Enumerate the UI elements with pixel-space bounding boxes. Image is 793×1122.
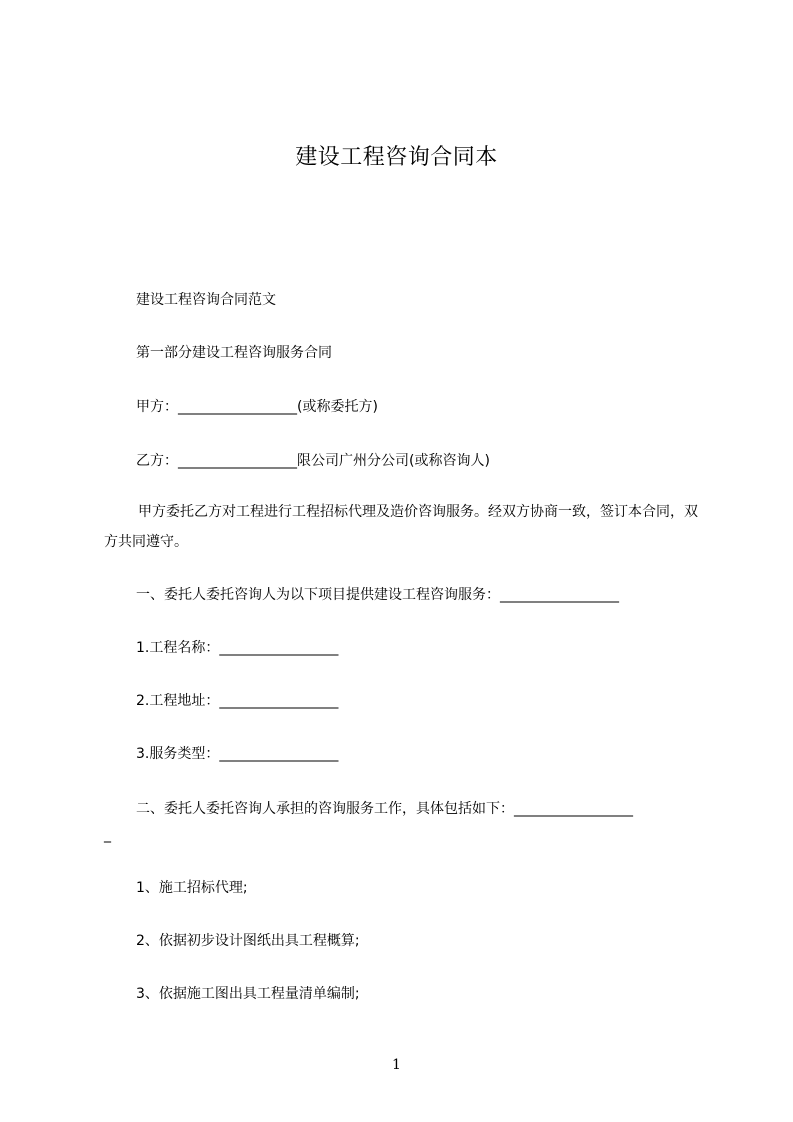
party-b-line: 乙方：_________________限公司广州分公司(或称咨询人) [136, 453, 490, 469]
service-item-2: 2、依据初步设计图纸出具工程概算; [136, 933, 360, 949]
service-item-3: 3、依据施工图出具工程量清单编制; [136, 986, 360, 1002]
item-project-name: 1.工程名称：_________________ [136, 640, 339, 656]
part-one-heading: 第一部分建设工程咨询服务合同 [136, 345, 332, 361]
item-project-address: 2.工程地址：_________________ [136, 693, 339, 709]
item-service-type: 3.服务类型：_________________ [136, 746, 339, 762]
subtitle-line: 建设工程咨询合同范文 [136, 292, 276, 308]
service-item-1: 1、施工招标代理; [136, 880, 248, 896]
party-a-line: 甲方：_________________(或称委托方) [136, 399, 378, 415]
section-one-heading: 一、委托人委托咨询人为以下项目提供建设工程咨询服务：_________________ [136, 587, 619, 603]
document-title: 建设工程咨询合同本 [295, 145, 498, 170]
section-two-continuation: _ [104, 827, 111, 843]
section-two-heading: 二、委托人委托咨询人承担的咨询服务工作，具体包括如下：_________________ [136, 801, 633, 817]
page-number: 1 [392, 1057, 401, 1073]
intro-paragraph: 甲方委托乙方对工程进行工程招标代理及造价咨询服务。经双方协商一致，签订本合同，双方共同遵守。 [104, 504, 698, 550]
